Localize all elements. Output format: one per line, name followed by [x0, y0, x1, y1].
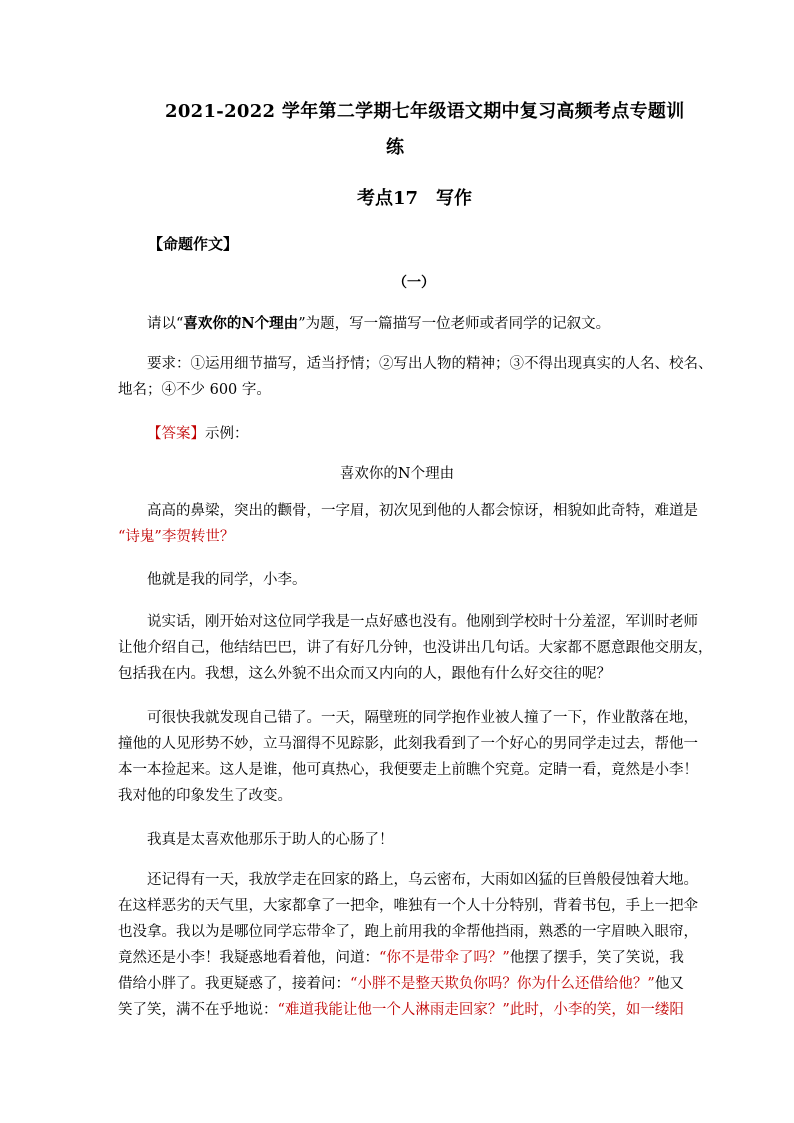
prompt-suffix: ”为题，写一篇描写一位老师或者同学的记叙文。	[298, 316, 611, 332]
answer-tag: 【答案】	[147, 426, 205, 442]
topic-subtitle: 考点17 写作	[357, 188, 473, 209]
requirements-line: 要求：①运用细节描写，适当抒情；②写出人物的精神；③不得出现真实的人名、校名、	[147, 356, 713, 372]
prompt-text	[118, 311, 678, 337]
document-title-continued: 练	[386, 137, 404, 158]
essay-paragraph	[118, 498, 698, 550]
paragraph-line: 让他介绍自己，他结结巴巴，讲了有好几分钟，也没讲出几句话。大家都不愿意跟他交朋友，	[118, 640, 713, 656]
essay-paragraph	[118, 567, 678, 593]
line-segment: 笑了笑，满不在乎地说：	[118, 1002, 278, 1018]
section-heading: 【命题作文】	[148, 235, 239, 253]
line-segment: 他又	[654, 976, 684, 992]
line-segment: 竟然还是小李！我疑惑地看着他，问道：	[118, 950, 379, 966]
requirements	[118, 351, 713, 403]
paragraph-line: 我真是太喜欢他那乐于助人的心肠了！	[147, 832, 394, 848]
line-segment: 他摆了摆手，笑了笑说，我	[509, 950, 684, 966]
paragraph-line: 可很快我就发现自己错了。一天，隔壁班的同学抱作业被人撞了一下，作业散落在地，	[147, 710, 698, 726]
essay-title: 喜欢你的N个理由	[339, 466, 455, 482]
quoted-speech: “难道我能让他一个人淋雨走回家？”此时，小李的笑，如一缕阳	[277, 1002, 684, 1018]
paragraph-line: 也没拿。我以为是哪位同学忘带伞了，跑上前用我的伞帮他挡雨，熟悉的一字眉映入眼帘，	[118, 924, 698, 940]
paragraph-line	[118, 997, 684, 1023]
paragraph-line: 撞他的人见形势不妙，立马溜得不见踪影，此刻我看到了一个好心的男同学走过去，帮他一	[118, 736, 698, 752]
quoted-speech: “小胖不是整天欺负你吗？你为什么还借给他？”	[350, 976, 655, 992]
paragraph-line: 我对他的印象发生了改变。	[118, 788, 292, 804]
line-segment: 借给小胖了。我更疑惑了，接着问：	[118, 976, 350, 992]
prompt-prefix: 请以“	[147, 316, 184, 332]
essay-paragraph	[118, 609, 713, 687]
paragraph-line: 他就是我的同学，小李。	[147, 572, 307, 588]
paragraph-line: 高高的鼻梁，突出的颧骨，一字眉，初次见到他的人都会惊讶，相貌如此奇特，难道是	[147, 503, 698, 519]
paragraph-line: 包括我在内。我想，这么外貌不出众而又内向的人，跟他有什么好交往的呢？	[118, 666, 611, 682]
answer-example-label: 示例：	[205, 426, 249, 442]
paragraph-line: 本一本捡起来。这人是谁，他可真热心，我便要走上前瞧个究竟。定睛一看，竟然是小李！	[118, 762, 698, 778]
paragraph-line: 还记得有一天，我放学走在回家的路上，乌云密布，大雨如凶猛的巨兽般侵蚀着大地。	[147, 872, 698, 888]
paragraph-line: “诗鬼”李贺转世？	[118, 529, 235, 545]
question-number: （一）	[393, 275, 435, 291]
paragraph-line: 在这样恶劣的天气里，大家都拿了一把伞，唯独有一个人十分特别，背着书包，手上一把伞	[118, 898, 698, 914]
paragraph-line: 说实话，刚开始对这位同学我是一点好感也没有。他刚到学校时十分羞涩，军训时老师	[147, 614, 698, 630]
paragraph-line	[118, 971, 684, 997]
essay-paragraph	[118, 705, 698, 809]
paragraph-line	[118, 945, 684, 971]
answer-label	[118, 421, 678, 447]
quoted-speech: “你不是带伞了吗？”	[379, 950, 510, 966]
document-title: 2021-2022 学年第二学期七年级语文期中复习高频考点专题训	[165, 101, 685, 122]
prompt-topic: 喜欢你的N个理由	[183, 315, 299, 332]
essay-paragraph	[118, 867, 698, 1023]
requirements-line: 地名；④不少 600 字。	[118, 382, 271, 398]
essay-paragraph	[118, 827, 678, 853]
